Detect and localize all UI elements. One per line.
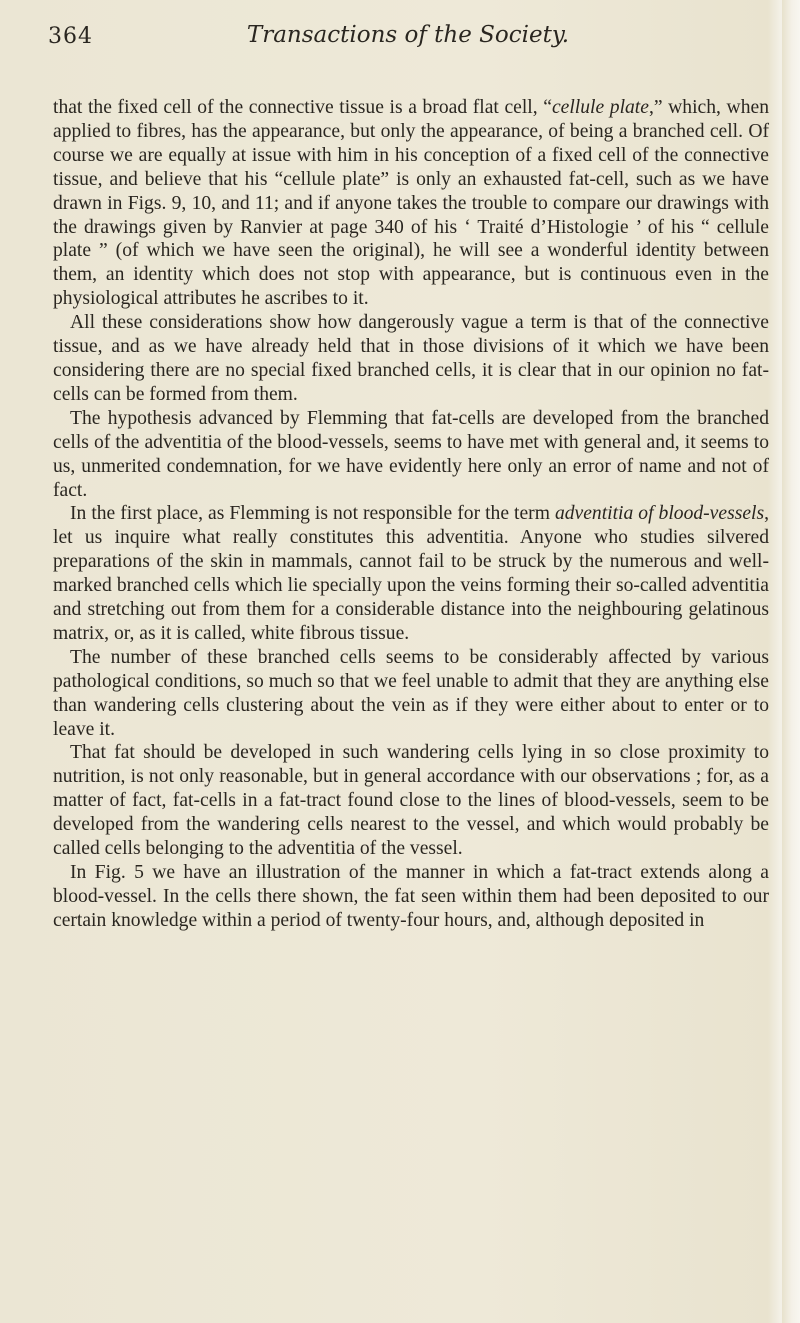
paragraph [53, 741, 769, 861]
paragraph [53, 502, 769, 645]
italic-text: adventitia of blood-vessels [554, 503, 765, 525]
text-run: The number of these branched cells seems to be considerably affected by various pathological conditions, so much so that we feel unable to admit that they are anything else than wandering cells clustering about the vein as if they were either about to enter or to leave it. [53, 646, 769, 740]
body-text [53, 96, 769, 933]
paragraph [53, 407, 769, 503]
text-run: , let us inquire what really constitutes this adventitia. Anyone who studies silvered preparations of the skin in mammals, cannot fail to be struck by the numerous and well-marked branched cells which lie specially upon the veins forming their so-called adventitia and stretching out from them for a considerable distance into the neighbouring gelatinous matrix, or, as it is called, white fibrous tissue. [53, 503, 769, 644]
paragraph [53, 646, 769, 742]
paragraph [53, 311, 769, 407]
text-run: that the fixed cell of the connective tissue is a broad flat cell, “ [53, 97, 552, 118]
italic-text: cellule plate [551, 97, 649, 118]
text-run: In Fig. 5 we have an illustration of the manner in which a fat-tract extends along a blood-vessel. In the cells there shown, the fat seen within them had been deposited to our certain knowledge within a period of twenty-four hours, and, although deposited in [53, 862, 769, 931]
text-run: In the first place, as Flemming is not responsible for the term [70, 503, 555, 525]
paragraph [53, 861, 769, 933]
page-edge [782, 0, 800, 1323]
page-header [48, 20, 768, 60]
text-run: The hypothesis advanced by Flemming that fat-cells are developed from the branched cells of the adventitia of the blood-vessels, seems to have met with general and, it seems to us, unmerited condemnation, for we have evidently here only an error of name and not of fact. [53, 407, 769, 501]
text-run: ,” which, when applied to fibres, has the appearance, but only the appearance, of being a branched cell. Of course we are equally at issue with him in his conception of a fixed cell of the connective tissue, and believe that his “cellule plate” is only an exhausted fat-cell, such as we have drawn in Figs. 9, 10, and 11; and if anyone takes the trouble to compare our drawings with the drawings given by Ranvier at page 340 of his ‘ Traité d’Histologie ’ of his “ cellule plate ” (of which we have seen the original), he will see a wonderful identity between them, an identity which does not stop with appearance, but is continuous even in the physiological attributes he ascribes to it. [53, 97, 769, 310]
paragraph [53, 96, 769, 311]
page-number: 364 [48, 24, 93, 49]
running-title: Transactions of the Society. [246, 22, 570, 48]
text-run: All these considerations show how dangerously vague a term is that of the connective tissue, and as we have already held that in those divisions of it which we have been considering there are no special fixed branched cells, it is clear that in our opinion no fat-cells can be formed from them. [53, 312, 769, 405]
text-run: That fat should be developed in such wandering cells lying in so close proximity to nutrition, is not only reasonable, but in general accordance with our observations ; for, as a matter of fact, fat-cells in a fat-tract found close to the lines of blood-vessels, seem to be developed from the wandering cells nearest to the vessel, and which would probably be called cells belonging to the adventitia of the vessel. [53, 742, 769, 860]
